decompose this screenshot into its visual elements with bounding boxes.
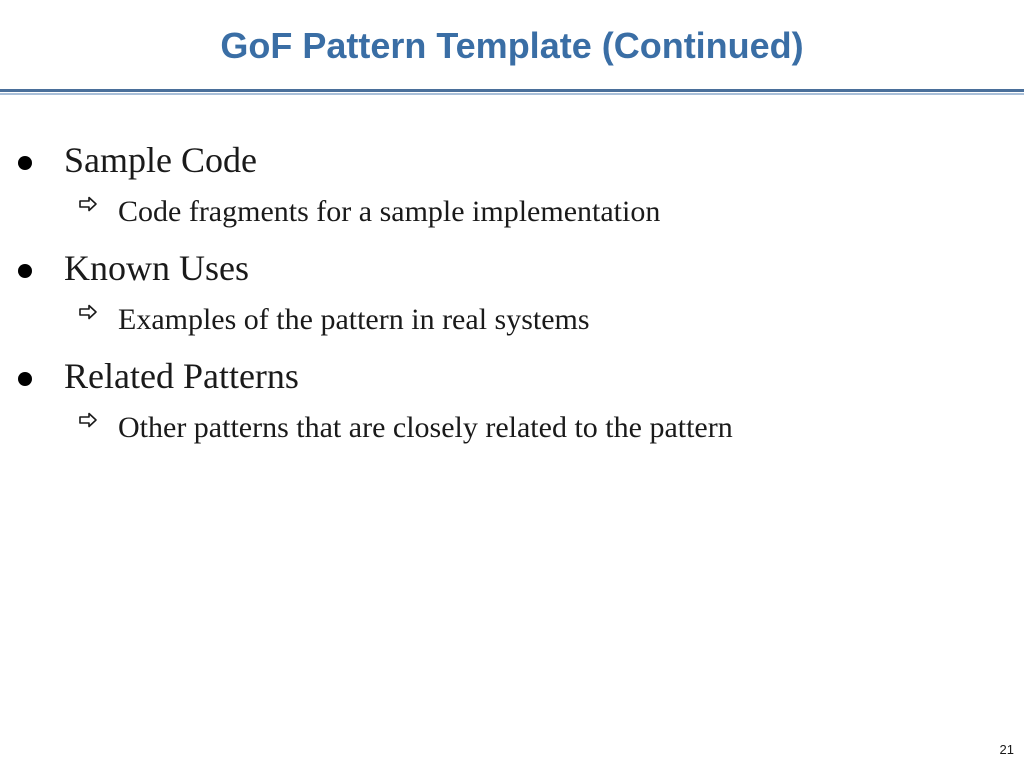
arrow-right-icon <box>78 412 98 428</box>
bullet-label: Sample Code <box>64 140 257 180</box>
arrow-right-icon <box>78 196 98 212</box>
slide-title: GoF Pattern Template (Continued) <box>220 25 804 66</box>
sub-bullet-text: Code fragments for a sample implementation <box>118 195 661 228</box>
page-number: 21 <box>999 742 1014 757</box>
bullet-dot-icon <box>18 264 32 278</box>
bullet-dot-icon <box>18 372 32 386</box>
bullet-dot-icon <box>18 156 32 170</box>
bullet-label: Related Patterns <box>64 356 299 396</box>
bullet-item-sample-code <box>0 136 1000 244</box>
title-divider-accent <box>0 93 1024 95</box>
sub-bullet-text: Other patterns that are closely related to the pattern <box>118 411 733 444</box>
arrow-right-icon <box>78 304 98 320</box>
bullet-item-known-uses <box>0 244 1000 352</box>
sub-bullet-text: Examples of the pattern in real systems <box>118 303 590 336</box>
bullet-label: Known Uses <box>64 248 249 288</box>
bullet-list <box>0 136 1000 460</box>
bullet-item-related-patterns <box>0 352 1000 460</box>
title-divider <box>0 89 1024 92</box>
